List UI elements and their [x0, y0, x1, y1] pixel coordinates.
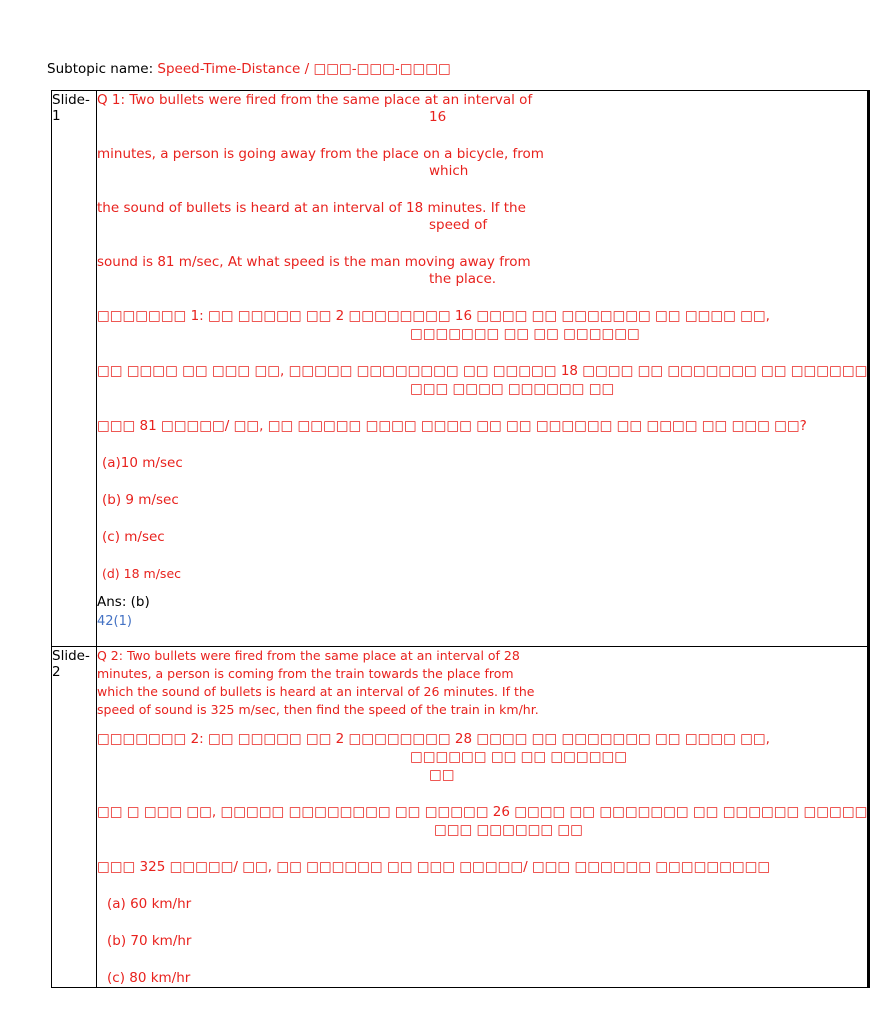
option-c: (c) 80 km/hr	[107, 970, 191, 986]
option-a: (a) 60 km/hr	[107, 896, 192, 912]
question-english	[97, 91, 867, 288]
slide-label: Slide-1	[52, 92, 90, 124]
option-b: (b) 9 m/sec	[102, 492, 179, 508]
question-line: Q 1: Two bullets were fired from the same place at an interval of	[97, 92, 533, 108]
question-line: 16	[429, 109, 447, 125]
question-hindi	[97, 307, 867, 435]
question-line: which the sound of bullets is heard at an interval of 26 minutes. If the	[97, 684, 535, 699]
question-line: □□□□□□□ 1: □□ □□□□□ □□ 2 □□□□□□□□ 16 □□□□ □□ □□□□□□□ □□ □□□□ □□,	[97, 308, 770, 324]
reference-code: 42(1)	[97, 614, 132, 629]
slide-row	[52, 91, 870, 647]
question-line: □□□ 325 □□□□□/ □□, □□ □□□□□□ □□ □□□ □□□□□/ □□□ □□□□□□ □□□□□□□□□	[97, 859, 771, 875]
question-line: □□□ □□□□□□ □□	[434, 822, 583, 838]
subtopic-heading	[47, 61, 451, 77]
question-line: speed of	[429, 217, 488, 233]
question-line: □□□□□□□ 2: □□ □□□□□ □□ 2 □□□□□□□□ 28 □□□□ □□ □□□□□□□ □□ □□□□ □□,	[97, 731, 770, 747]
question-hindi	[97, 730, 867, 876]
slide-label: Slide-2	[52, 648, 90, 680]
answer: Ans: (b)	[97, 594, 150, 610]
question-line: □□□□□□ □□ □□ □□□□□□	[410, 749, 627, 765]
question-line: □□ □□□□ □□ □□□ □□, □□□□□ □□□□□□□□ □□ □□□□□ 18 □□□□ □□ □□□□□□□ □□ □□□□□□	[97, 363, 868, 379]
question-line: □□	[429, 767, 455, 783]
question-line: □□□ 81 □□□□□/ □□, □□ □□□□□ □□□□ □□□□ □□ □□ □□□□□□ □□ □□□□ □□ □□□ □□?	[97, 418, 807, 434]
question-line: Q 2: Two bullets were fired from the same place at an interval of 28	[97, 648, 520, 663]
question-line: minutes, a person is going away from the place on a bicycle, from	[97, 146, 544, 162]
question-line: □□ □ □□□ □□, □□□□□ □□□□□□□□ □□ □□□□□ 26 □□□□ □□ □□□□□□□ □□ □□□□□□ □□□□□	[97, 804, 868, 820]
subtopic-value: Speed-Time-Distance / □□□-□□□-□□□□	[157, 61, 451, 77]
question-line: □□□ □□□□ □□□□□□ □□	[410, 381, 615, 397]
slide-label-cell	[52, 647, 97, 988]
question-line: the place.	[429, 271, 497, 287]
option-d: (d) 18 m/sec	[102, 566, 182, 581]
question-line: minutes, a person is coming from the train towards the place from	[97, 666, 514, 681]
subtopic-label: Subtopic name:	[47, 61, 154, 77]
question-line: speed of sound is 325 m/sec, then find the speed of the train in km/hr.	[97, 702, 539, 717]
option-c: (c) m/sec	[102, 529, 165, 545]
slide-label-cell	[52, 91, 97, 647]
slide-row	[52, 647, 870, 988]
slide-content-cell	[97, 647, 868, 988]
question-line: sound is 81 m/sec, At what speed is the man moving away from	[97, 254, 531, 270]
question-english	[97, 647, 867, 719]
slide-content-cell	[97, 91, 868, 647]
question-line: □□□□□□□ □□ □□ □□□□□□	[410, 326, 640, 342]
slides-table	[51, 90, 870, 988]
question-line: which	[429, 163, 469, 179]
question-line: the sound of bullets is heard at an interval of 18 minutes. If the	[97, 200, 526, 216]
option-b: (b) 70 km/hr	[107, 933, 192, 949]
option-a: (a)10 m/sec	[102, 455, 183, 471]
